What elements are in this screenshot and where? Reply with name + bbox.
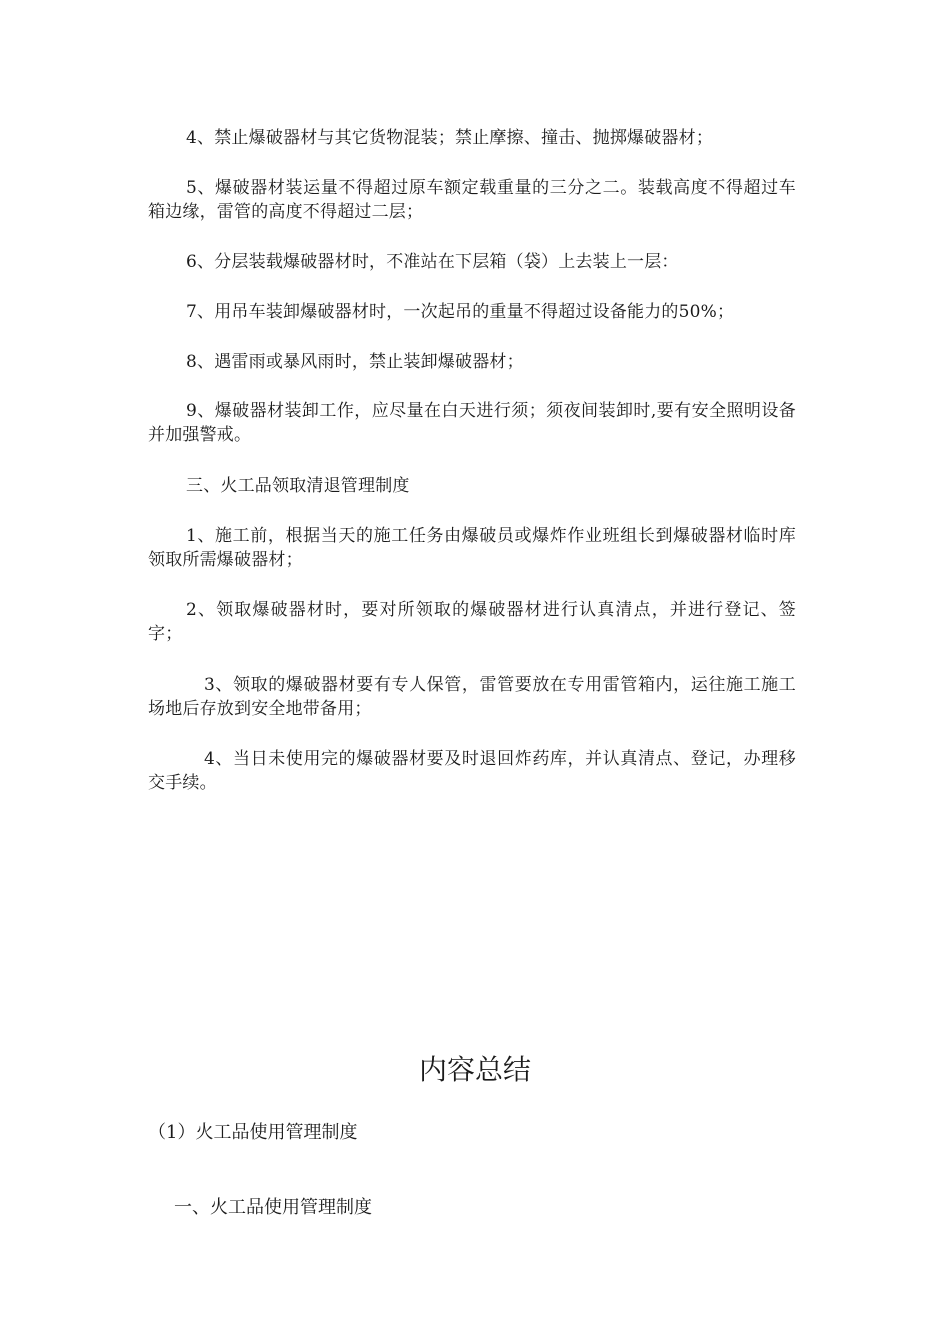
paragraph-rule-6-layered-loading: 6、分层装载爆破器材时，不准站在下层箱（袋）上去装上一层：: [186, 252, 679, 272]
paragraph-rule-9-daytime: 9、爆破器材装卸工作，应尽量在白天进行须；须夜间装卸时,要有安全照明设备并加强警戒。: [148, 401, 796, 445]
paragraph-rule-8-storm: 8、遇雷雨或暴风雨时，禁止装卸爆破器材；: [186, 352, 524, 372]
summary-item-2: 一、火工品使用管理制度: [174, 1197, 372, 1218]
paragraph-collect-1: 1、施工前，根据当天的施工任务由爆破员或爆炸作业班组长到爆破器材临时库领取所需爆破器材；: [148, 526, 796, 570]
section-heading-3: 三、火工品领取清退管理制度: [186, 476, 410, 496]
paragraph-collect-3: 3、领取的爆破器材要有专人保管，雷管要放在专用雷管箱内，运往施工施工场地后存放到安全地带备用；: [148, 675, 796, 719]
paragraph-rule-5-load-limit: 5、爆破器材装运量不得超过原车额定载重量的三分之二。装载高度不得超过车箱边缘，雷管的高度不得超过二层；: [148, 178, 796, 222]
paragraph-rule-4-mixing: 4、禁止爆破器材与其它货物混装；禁止摩擦、撞击、抛掷爆破器材；: [186, 128, 714, 148]
paragraph-rule-7-crane: 7、用吊车装卸爆破器材时，一次起吊的重量不得超过设备能力的50%；: [186, 302, 735, 322]
summary-title: 内容总结: [418, 1053, 531, 1086]
paragraph-collect-2: 2、领取爆破器材时，要对所领取的爆破器材进行认真清点，并进行登记、签字；: [148, 600, 796, 644]
paragraph-collect-4: 4、当日未使用完的爆破器材要及时退回炸药库，并认真清点、登记，办理移交手续。: [148, 749, 796, 793]
summary-item-1: （1）火工品使用管理制度: [148, 1122, 358, 1143]
